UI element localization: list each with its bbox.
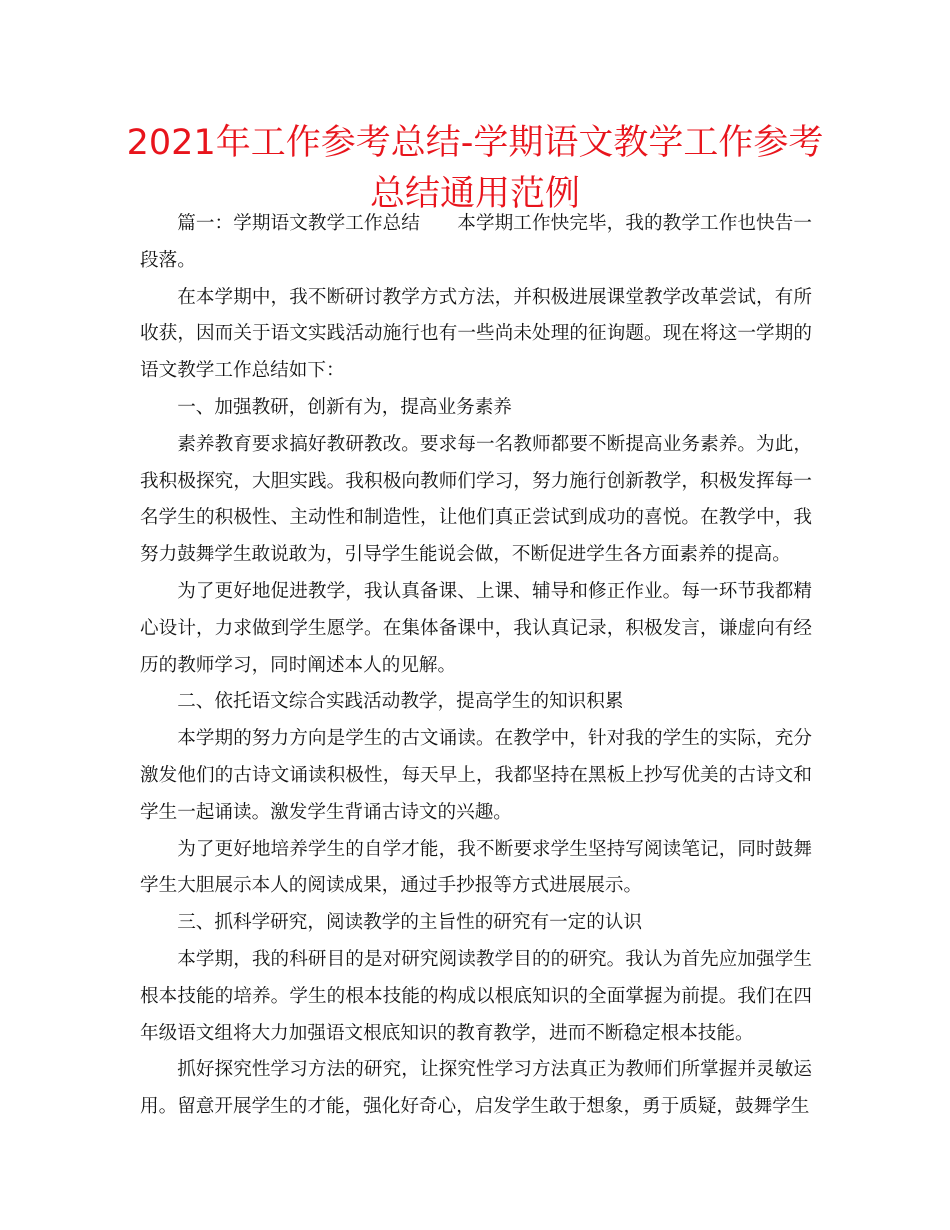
paragraph: 为了更好地促进教学，我认真备课、上课、辅导和修正作业。每一环节我都精心设计，力求做到学生愿学。在集体备课中，我认真记录，积极发言，谦虚向有经历的教师学习，同时阐述本人的见解。: [140, 580, 812, 676]
paragraph: 素养教育要求搞好教研教改。要求每一名教师都要不断提高业务素养。为此，我积极探究，大胆实践。我积极向教师们学习，努力施行创新教学，积极发挥每一名学生的积极性、主动性和制造性，让他们真正尝试到成功的喜悦。在教学中，我努力鼓舞学生敢说敢为，引导学生能说会做，不断促进学生各方面素养的提高。: [140, 433, 812, 566]
section-heading: 二、依托语文综合实践活动教学，提高学生的知识积累: [177, 691, 624, 713]
section-heading: 三、抓科学研究，阅读教学的主旨性的研究有一定的认识: [177, 912, 643, 934]
paragraph: 在本学期中，我不断研讨教学方式方法，并积极进展课堂教学改革尝试，有所收获，因而关于语文实践活动施行也有一些尚未处理的征询题。现在将这一学期的语文教学工作总结如下：: [140, 286, 812, 382]
paragraph: 抓好探究性学习方法的研究，让探究性学习方法真正为教师们所掌握并灵敏运用。留意开展学生的才能，强化好奇心，启发学生敢于想象，勇于质疑，鼓舞学生: [140, 1059, 812, 1118]
document-title: 2021年工作参考总结-学期语文教学工作参考总结通用范例: [126, 123, 824, 214]
paragraph: 本学期的努力方向是学生的古文诵读。在教学中，针对我的学生的实际，充分激发他们的古诗文诵读积极性，每天早上，我都坚持在黑板上抄写优美的古诗文和学生一起诵读。激发学生背诵古诗文的兴趣。: [140, 728, 812, 823]
section-heading: 一、加强教研，创新有为，提高业务素养: [177, 396, 512, 418]
paragraph: 篇一：学期语文教学工作总结 本学期工作快完毕，我的教学工作也快告一段落。: [140, 213, 812, 271]
document-body: [140, 206, 812, 1126]
paragraph: 本学期，我的科研目的是对研究阅读教学目的的研究。我认为首先应加强学生根本技能的培养。学生的根本技能的构成以根底知识的全面掌握为前提。我们在四年级语文组将大力加强语文根底知识的教育教学，进而不断稳定根本技能。: [140, 948, 812, 1044]
paragraph: 为了更好地培养学生的自学才能，我不断要求学生坚持写阅读笔记，同时鼓舞学生大胆展示本人的阅读成果，通过手抄报等方式进展展示。: [140, 838, 812, 897]
